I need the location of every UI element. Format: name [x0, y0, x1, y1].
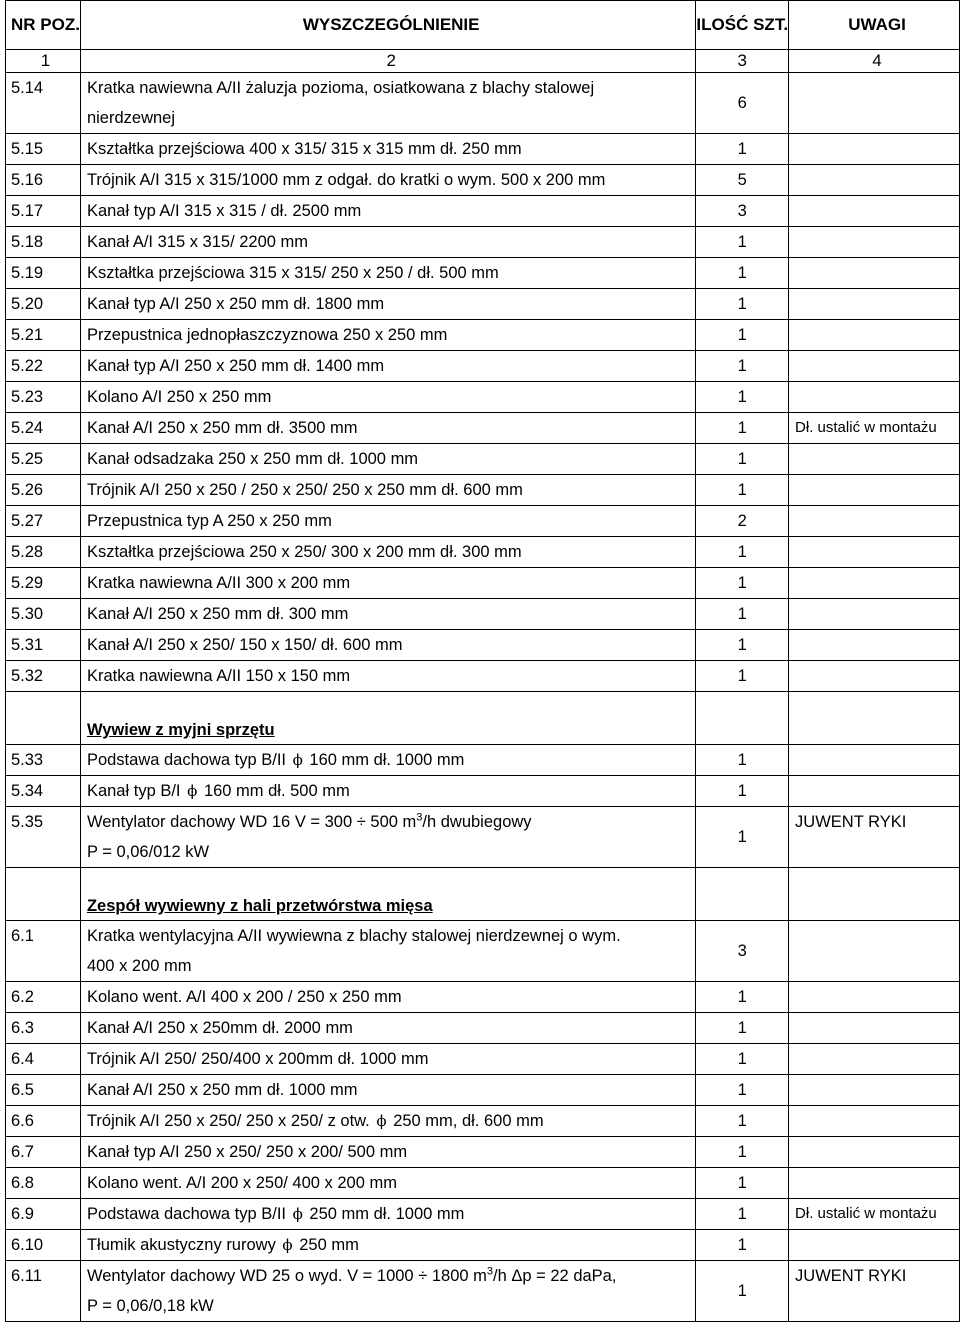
- superscript: 3: [486, 1265, 494, 1278]
- header-nr: NR POZ.: [6, 1, 81, 50]
- row-quantity: 1: [696, 289, 789, 320]
- table-row: [6, 537, 960, 568]
- row-number: 5.28: [6, 537, 81, 568]
- row-description: Kształtka przejściowa 400 x 315/ 315 x 315 mm dł. 250 mm: [80, 134, 695, 165]
- row-description: Kanał typ A/I 315 x 315 / dł. 2500 mm: [80, 196, 695, 227]
- table-row: [6, 444, 960, 475]
- row-description: Kanał A/I 250 x 250 mm dł. 1000 mm: [80, 1075, 695, 1106]
- row-note: [789, 921, 960, 982]
- row-description: Kanał typ A/I 250 x 250/ 250 x 200/ 500 mm: [80, 1137, 695, 1168]
- table-row: [6, 475, 960, 506]
- diameter-symbol: ϕ: [376, 1112, 387, 1130]
- row-description: [80, 1261, 695, 1322]
- description-text: 1800 m: [431, 1267, 487, 1285]
- header-row: [6, 1, 960, 50]
- table-row: [6, 73, 960, 134]
- row-description: Kratka nawiewna A/II 150 x 150 mm: [80, 661, 695, 692]
- row-note: Dł. ustalić w montażu: [789, 413, 960, 444]
- row-number: 5.21: [6, 320, 81, 351]
- description-text: Tłumik akustyczny rurowy: [86, 1236, 276, 1254]
- row-description: Kanał A/I 250 x 250 mm dł. 3500 mm: [80, 413, 695, 444]
- table-row: [6, 630, 960, 661]
- row-quantity: 1: [696, 351, 789, 382]
- specification-table: [5, 0, 960, 1322]
- header-description: WYSZCZEGÓLNIENIE: [80, 1, 695, 50]
- row-number: 5.15: [6, 134, 81, 165]
- row-quantity: 1: [696, 630, 789, 661]
- description-text: 160 mm dł. 1000 mm: [309, 751, 465, 769]
- description-line: P = 0,06/012 kW: [86, 843, 210, 861]
- row-number: 5.16: [6, 165, 81, 196]
- header-notes: UWAGI: [789, 1, 960, 50]
- table-row: [6, 196, 960, 227]
- row-quantity: 1: [696, 382, 789, 413]
- row-number: 5.23: [6, 382, 81, 413]
- row-description: Kratka nawiewna A/II 300 x 200 mm: [80, 568, 695, 599]
- column-number: 2: [80, 50, 695, 73]
- description-line: nierdzewnej: [86, 109, 176, 127]
- row-number: 6.8: [6, 1168, 81, 1199]
- row-description: Kształtka przejściowa 315 x 315/ 250 x 250 / dł. 500 mm: [80, 258, 695, 289]
- row-number: 5.24: [6, 413, 81, 444]
- row-description: [80, 807, 695, 868]
- description-text: 250 mm: [299, 1236, 359, 1254]
- description-line: [87, 807, 695, 837]
- diameter-symbol: ϕ: [187, 782, 198, 800]
- row-number: 5.22: [6, 351, 81, 382]
- row-quantity: 1: [696, 227, 789, 258]
- description-text: /h dwubiegowy: [422, 813, 532, 831]
- section-row: [6, 868, 960, 921]
- row-note: JUWENT RYKI: [789, 807, 960, 868]
- section-empty-cell: [6, 868, 81, 921]
- row-note: [789, 630, 960, 661]
- row-quantity: 1: [696, 776, 789, 807]
- table-row: [6, 227, 960, 258]
- table-row: [6, 661, 960, 692]
- row-number: 5.26: [6, 475, 81, 506]
- row-description: Kanał odsadzaka 250 x 250 mm dł. 1000 mm: [80, 444, 695, 475]
- diameter-symbol: ϕ: [282, 1236, 293, 1254]
- section-empty-cell: [696, 692, 789, 745]
- row-number: 6.10: [6, 1230, 81, 1261]
- row-number: 6.5: [6, 1075, 81, 1106]
- table-row: [6, 745, 960, 776]
- row-number: 5.19: [6, 258, 81, 289]
- row-number: 5.33: [6, 745, 81, 776]
- row-description: Kanał typ A/I 250 x 250 mm dł. 1800 mm: [80, 289, 695, 320]
- row-quantity: 3: [696, 196, 789, 227]
- table-row: [6, 599, 960, 630]
- row-number: 5.30: [6, 599, 81, 630]
- description-line: 400 x 200 mm: [86, 957, 192, 975]
- row-quantity: 1: [696, 568, 789, 599]
- row-quantity: 1: [696, 320, 789, 351]
- row-description: Kolano went. A/I 400 x 200 / 250 x 250 mm: [80, 982, 695, 1013]
- row-number: 5.27: [6, 506, 81, 537]
- header-quantity: ILOŚĆ SZT.: [696, 1, 789, 50]
- row-note: [789, 982, 960, 1013]
- specification-sheet: [5, 0, 960, 1322]
- row-note: [789, 1137, 960, 1168]
- description-line: [87, 1261, 695, 1291]
- table-row: [6, 1261, 960, 1322]
- row-number: 6.2: [6, 982, 81, 1013]
- table-row: [6, 289, 960, 320]
- row-note: [789, 73, 960, 134]
- table-row: [6, 1137, 960, 1168]
- row-number: 5.14: [6, 73, 81, 134]
- row-number: 6.6: [6, 1106, 81, 1137]
- row-description: [80, 1106, 695, 1137]
- row-number: 6.7: [6, 1137, 81, 1168]
- row-note: [789, 506, 960, 537]
- row-note: [789, 320, 960, 351]
- row-quantity: 2: [696, 506, 789, 537]
- table-row: [6, 258, 960, 289]
- table-row: [6, 413, 960, 444]
- row-note: [789, 1168, 960, 1199]
- column-number-row: [6, 50, 960, 73]
- column-number: 3: [696, 50, 789, 73]
- description-text: 250 mm, dł. 600 mm: [393, 1112, 544, 1130]
- diameter-symbol: ϕ: [292, 1205, 303, 1223]
- description-line: Kratka wentylacyjna A/II wywiewna z blachy stalowej nierdzewnej o wym.: [86, 927, 621, 945]
- table-row: [6, 1044, 960, 1075]
- row-quantity: 1: [696, 258, 789, 289]
- row-description: Kolano went. A/I 200 x 250/ 400 x 200 mm: [80, 1168, 695, 1199]
- row-description: [80, 745, 695, 776]
- table-row: [6, 506, 960, 537]
- section-empty-cell: [696, 868, 789, 921]
- row-note: [789, 134, 960, 165]
- row-note: [789, 289, 960, 320]
- row-quantity: 1: [696, 982, 789, 1013]
- row-note: [789, 165, 960, 196]
- row-note: JUWENT RYKI: [789, 1261, 960, 1322]
- row-note: [789, 661, 960, 692]
- section-empty-cell: [789, 868, 960, 921]
- division-symbol: ÷: [356, 813, 366, 831]
- division-symbol: ÷: [418, 1267, 428, 1285]
- row-description: [80, 1230, 695, 1261]
- superscript: 3: [416, 811, 423, 824]
- table-row: [6, 1075, 960, 1106]
- table-row: [6, 1230, 960, 1261]
- row-description: Przepustnica jednopłaszczyznowa 250 x 250 mm: [80, 320, 695, 351]
- row-number: 6.4: [6, 1044, 81, 1075]
- row-quantity: 6: [696, 73, 789, 134]
- table-row: [6, 921, 960, 982]
- row-quantity: 1: [696, 134, 789, 165]
- row-number: 5.20: [6, 289, 81, 320]
- description-text: Podstawa dachowa typ B/II: [86, 751, 286, 769]
- row-note: Dł. ustalić w montażu: [789, 1199, 960, 1230]
- description-text: Trójnik A/I 250 x 250/ 250 x 250/ z otw.: [86, 1112, 370, 1130]
- table-row: [6, 1106, 960, 1137]
- row-description: Trójnik A/I 250 x 250 / 250 x 250/ 250 x 250 mm dł. 600 mm: [80, 475, 695, 506]
- row-description: [80, 73, 695, 134]
- row-quantity: 1: [696, 1106, 789, 1137]
- description-text: 250 mm dł. 1000 mm: [309, 1205, 465, 1223]
- row-number: 5.34: [6, 776, 81, 807]
- description-text: 500 m: [370, 813, 417, 831]
- row-note: [789, 1013, 960, 1044]
- row-quantity: 1: [696, 1199, 789, 1230]
- row-note: [789, 599, 960, 630]
- table-row: [6, 982, 960, 1013]
- row-number: 5.29: [6, 568, 81, 599]
- row-number: 5.32: [6, 661, 81, 692]
- row-number: 6.1: [6, 921, 81, 982]
- description-text: Podstawa dachowa typ B/II: [86, 1205, 286, 1223]
- description-line: P = 0,06/0,18 kW: [86, 1297, 214, 1315]
- diameter-symbol: ϕ: [292, 751, 303, 769]
- row-description: [80, 1199, 695, 1230]
- section-title: Zespół wywiewny z hali przetwórstwa mięsa: [80, 868, 695, 921]
- row-quantity: 1: [696, 807, 789, 868]
- row-note: [789, 444, 960, 475]
- row-description: Kanał A/I 250 x 250mm dł. 2000 mm: [80, 1013, 695, 1044]
- row-number: 5.18: [6, 227, 81, 258]
- row-description: Kanał A/I 250 x 250 mm dł. 300 mm: [80, 599, 695, 630]
- description-text: Kanał typ B/I: [86, 782, 181, 800]
- row-description: Kolano A/I 250 x 250 mm: [80, 382, 695, 413]
- row-note: [789, 537, 960, 568]
- row-quantity: 1: [696, 1075, 789, 1106]
- row-note: [789, 1230, 960, 1261]
- row-note: [789, 745, 960, 776]
- row-note: [789, 1075, 960, 1106]
- column-number: 4: [789, 50, 960, 73]
- row-number: 6.11: [6, 1261, 81, 1322]
- table-row: [6, 320, 960, 351]
- row-quantity: 1: [696, 599, 789, 630]
- table-row: [6, 776, 960, 807]
- row-note: [789, 227, 960, 258]
- row-number: 6.9: [6, 1199, 81, 1230]
- row-quantity: 1: [696, 413, 789, 444]
- row-note: [789, 1044, 960, 1075]
- table-row: [6, 134, 960, 165]
- row-quantity: 1: [696, 1137, 789, 1168]
- row-description: Kanał typ A/I 250 x 250 mm dł. 1400 mm: [80, 351, 695, 382]
- description-text: 160 mm dł. 500 mm: [203, 782, 350, 800]
- row-quantity: 1: [696, 537, 789, 568]
- row-number: 5.17: [6, 196, 81, 227]
- row-note: [789, 568, 960, 599]
- row-number: 5.31: [6, 630, 81, 661]
- row-description: Przepustnica typ A 250 x 250 mm: [80, 506, 695, 537]
- row-quantity: 1: [696, 661, 789, 692]
- row-number: 5.35: [6, 807, 81, 868]
- table-row: [6, 165, 960, 196]
- section-empty-cell: [789, 692, 960, 745]
- table-row: [6, 1013, 960, 1044]
- row-number: 5.25: [6, 444, 81, 475]
- row-description: [80, 776, 695, 807]
- table-row: [6, 568, 960, 599]
- table-row: [6, 807, 960, 868]
- description-text: Wentylator dachowy WD 16 V = 300: [86, 813, 353, 831]
- row-description: Kanał A/I 250 x 250/ 150 x 150/ dł. 600 mm: [80, 630, 695, 661]
- row-quantity: 1: [696, 1168, 789, 1199]
- row-quantity: 1: [696, 1044, 789, 1075]
- column-number: 1: [6, 50, 81, 73]
- section-empty-cell: [6, 692, 81, 745]
- row-note: [789, 258, 960, 289]
- row-note: [789, 475, 960, 506]
- description-text: /h Δp = 22 daPa,: [493, 1267, 617, 1285]
- row-description: Kanał A/I 315 x 315/ 2200 mm: [80, 227, 695, 258]
- row-quantity: 1: [696, 444, 789, 475]
- row-quantity: 1: [696, 475, 789, 506]
- table-row: [6, 351, 960, 382]
- row-description: Trójnik A/I 250/ 250/400 x 200mm dł. 1000 mm: [80, 1044, 695, 1075]
- row-quantity: 1: [696, 745, 789, 776]
- row-quantity: 1: [696, 1230, 789, 1261]
- row-description: Kształtka przejściowa 250 x 250/ 300 x 200 mm dł. 300 mm: [80, 537, 695, 568]
- table-row: [6, 382, 960, 413]
- table-row: [6, 1168, 960, 1199]
- row-quantity: 3: [696, 921, 789, 982]
- section-title: Wywiew z myjni sprzętu: [80, 692, 695, 745]
- description-text: Wentylator dachowy WD 25 o wyd. V = 1000: [86, 1267, 414, 1285]
- row-note: [789, 776, 960, 807]
- row-number: 6.3: [6, 1013, 81, 1044]
- row-quantity: 1: [696, 1261, 789, 1322]
- table-row: [6, 1199, 960, 1230]
- row-note: [789, 1106, 960, 1137]
- description-line: Kratka nawiewna A/II żaluzja pozioma, osiatkowana z blachy stalowej: [86, 79, 595, 97]
- row-description: [80, 921, 695, 982]
- row-note: [789, 351, 960, 382]
- row-note: [789, 196, 960, 227]
- section-row: [6, 692, 960, 745]
- row-quantity: 5: [696, 165, 789, 196]
- row-quantity: 1: [696, 1013, 789, 1044]
- row-description: Trójnik A/I 315 x 315/1000 mm z odgał. do kratki o wym. 500 x 200 mm: [80, 165, 695, 196]
- row-note: [789, 382, 960, 413]
